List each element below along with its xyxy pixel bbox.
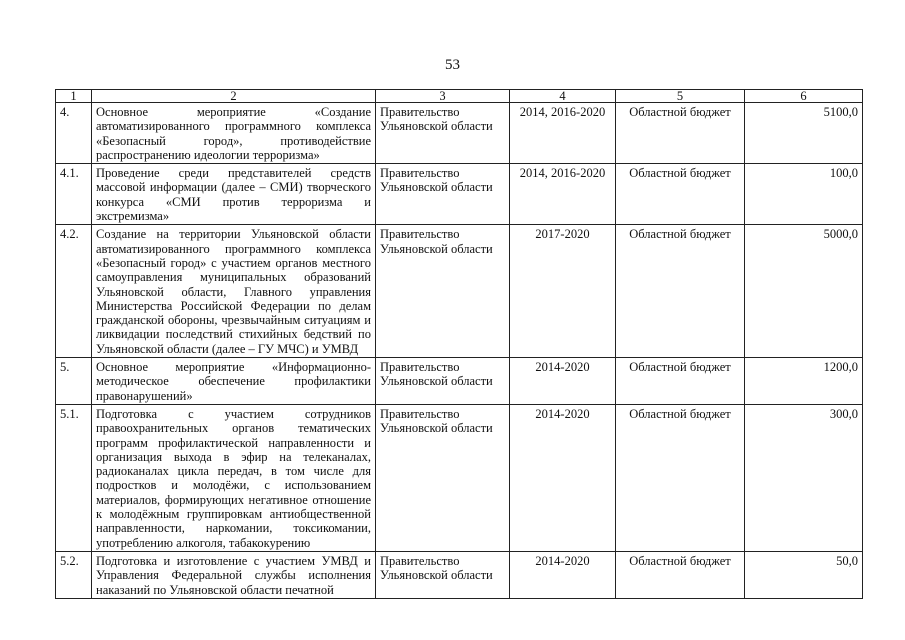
header-cell-1: 1 [56,90,92,103]
funding-source-cell: Областной бюджет [616,358,745,405]
amount-cell: 5000,0 [745,225,863,358]
executor-cell: Правительство Ульяновской области [376,164,510,225]
years-cell: 2014, 2016-2020 [510,164,616,225]
table-row [56,551,863,598]
row-number-cell: 5. [56,358,92,405]
header-cell-2: 2 [92,90,376,103]
activity-name-cell: Подготовка и изготовление с участием УМВД и Управления Федеральной службы исполнения наказаний по Ульяновской области печатной [92,551,376,598]
table-row [56,225,863,358]
executor-cell: Правительство Ульяновской области [376,404,510,551]
years-cell: 2014-2020 [510,404,616,551]
table-row [56,164,863,225]
amount-cell: 1200,0 [745,358,863,405]
years-cell: 2017-2020 [510,225,616,358]
activity-name-cell: Подготовка с участием сотрудников правоохранительных органов тематических программ профилактической направленности и организация выхода в эфир на телеканалах, радиоканалах цикла передач, в том числе для подростков и молодёжи, с использованием материалов, формирующих негативное отношение к молодёжным группировкам антиобщественной направленности, наркомании, токсикомании, употреблению алкоголя, табакокурению [92,404,376,551]
header-cell-5: 5 [616,90,745,103]
years-cell: 2014-2020 [510,358,616,405]
activity-name-cell: Проведение среди представителей средств массовой информации (далее – СМИ) творческого конкурса «СМИ против терроризма и экстремизма» [92,164,376,225]
funding-source-cell: Областной бюджет [616,551,745,598]
executor-cell: Правительство Ульяновской области [376,358,510,405]
budget-table [55,89,863,599]
header-cell-6: 6 [745,90,863,103]
years-cell: 2014-2020 [510,551,616,598]
funding-source-cell: Областной бюджет [616,404,745,551]
amount-cell: 5100,0 [745,103,863,164]
funding-source-cell: Областной бюджет [616,164,745,225]
executor-cell: Правительство Ульяновской области [376,551,510,598]
executor-cell: Правительство Ульяновской области [376,103,510,164]
funding-source-cell: Областной бюджет [616,103,745,164]
table-header-row [56,90,863,103]
amount-cell: 50,0 [745,551,863,598]
activity-name-cell: Создание на территории Ульяновской области автоматизированного программного комплекса «Безопасный город» с участием органов местного самоуправления муниципальных образований Ульяновской области, Главного управления Министерства Российской Федерации по делам гражданской обороны, чрезвычайным ситуациям и ликвидации последствий стихийных бедствий по Ульяновской области (далее – ГУ МЧС) и УМВД [92,225,376,358]
table-row [56,358,863,405]
row-number-cell: 5.1. [56,404,92,551]
table-row [56,103,863,164]
header-cell-4: 4 [510,90,616,103]
years-cell: 2014, 2016-2020 [510,103,616,164]
activity-name-cell: Основное мероприятие «Создание автоматизированного программного комплекса «Безопасный город», противодействие распространению идеологии терроризма» [92,103,376,164]
executor-cell: Правительство Ульяновской области [376,225,510,358]
table-row [56,404,863,551]
row-number-cell: 5.2. [56,551,92,598]
row-number-cell: 4. [56,103,92,164]
page-number: 53 [445,57,460,73]
activity-name-cell: Основное мероприятие «Информационно-методическое обеспечение профилактики правонарушений» [92,358,376,405]
header-cell-3: 3 [376,90,510,103]
row-number-cell: 4.1. [56,164,92,225]
amount-cell: 100,0 [745,164,863,225]
row-number-cell: 4.2. [56,225,92,358]
amount-cell: 300,0 [745,404,863,551]
funding-source-cell: Областной бюджет [616,225,745,358]
